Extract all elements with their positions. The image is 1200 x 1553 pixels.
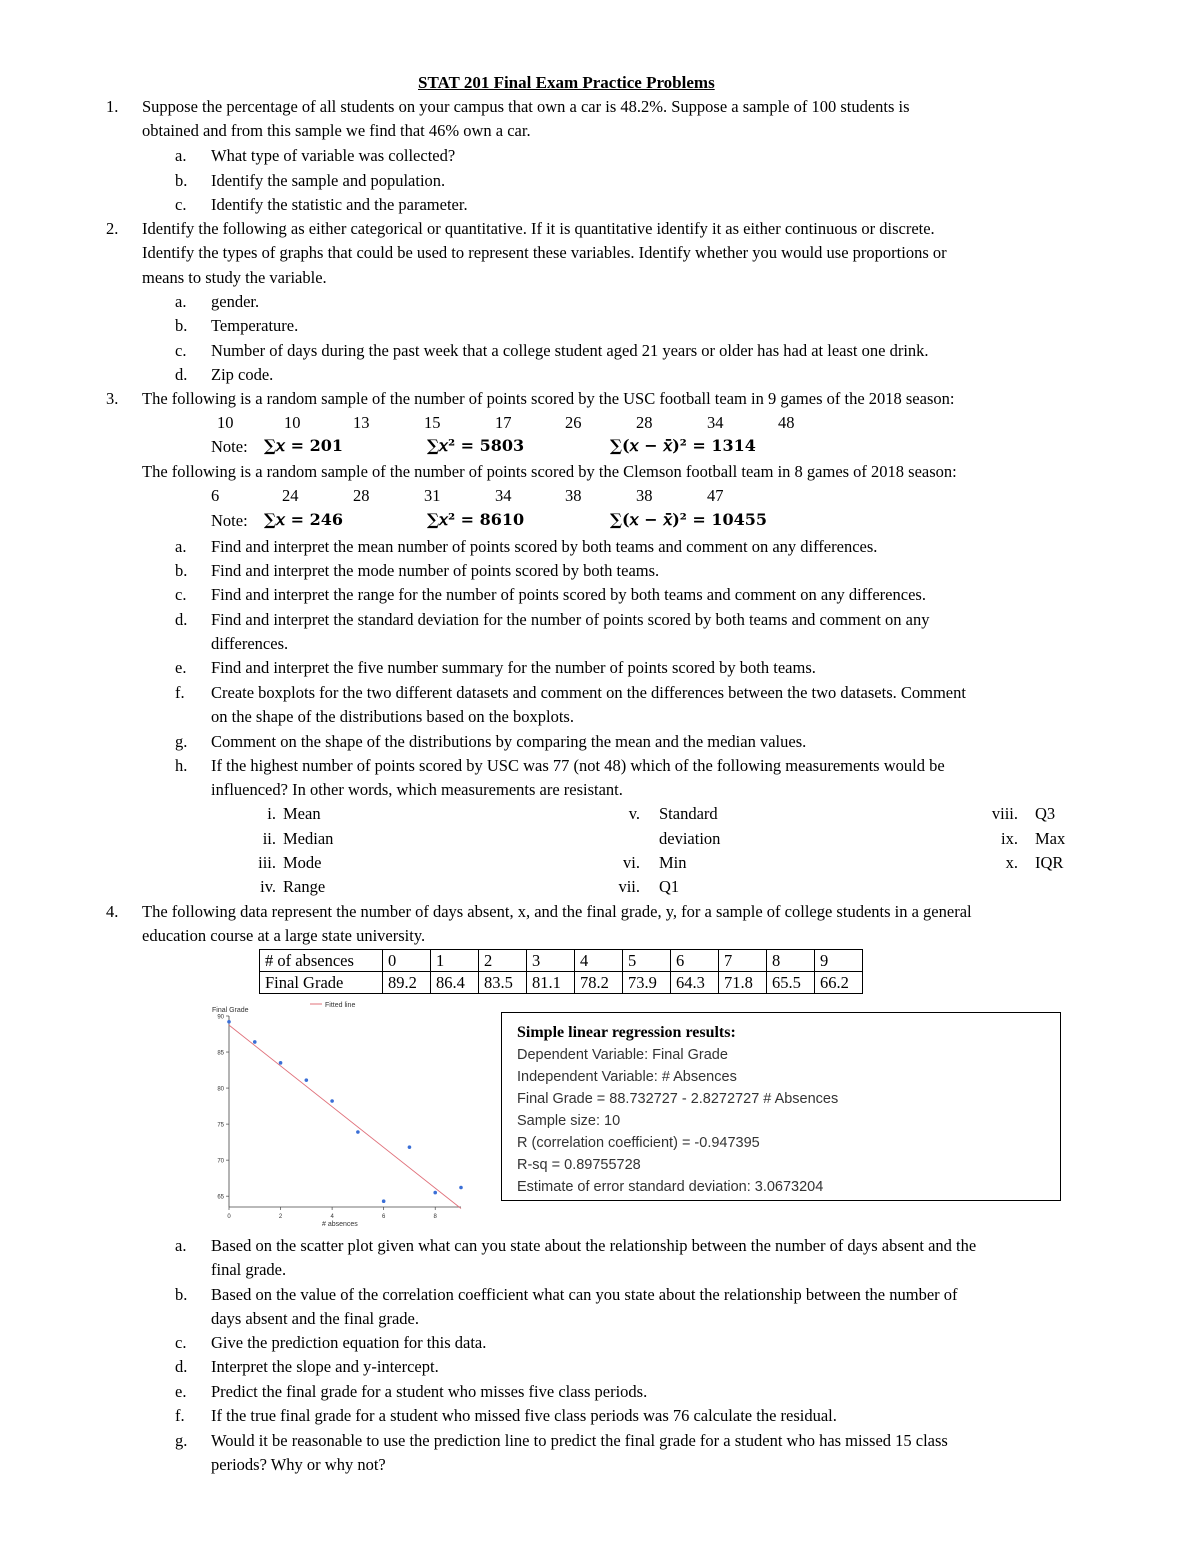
sum-squares-formula: ∑𝑥² = 5803 (427, 436, 525, 455)
item-text: Find and interpret the standard deviation for the number of points scored by both teams and comment on any (211, 610, 930, 629)
table-cell: 2 (479, 950, 527, 972)
question-text: The following data represent the number of days absent, x, and the final grade, y, for a sample of college students in a general (142, 902, 972, 921)
data-value: 17 (495, 413, 512, 432)
data-point (279, 1061, 283, 1065)
data-value: 47 (707, 486, 724, 505)
item-text: If the highest number of points scored by USC was 77 (not 48) which of the following measurements would be (211, 756, 945, 775)
data-value: 48 (778, 413, 795, 432)
data-point (227, 1020, 231, 1024)
subitem-text: Q3 (1035, 804, 1056, 823)
item-marker: b. (175, 561, 188, 580)
sum-of-squares-deviation: ∑(𝑥 − 𝑥̄)² = 1314 (610, 436, 756, 455)
item-marker: d. (175, 365, 188, 384)
x-tick-label: 8 (433, 1214, 437, 1220)
item-text: Predict the final grade for a student who misses five class periods. (211, 1382, 648, 1401)
item-marker: f. (175, 1406, 185, 1425)
data-value: 15 (424, 413, 441, 432)
data-value: 28 (353, 486, 370, 505)
x-tick-label: 0 (227, 1214, 231, 1220)
question-text: education course at a large state university. (142, 926, 426, 945)
subitem-text: deviation (659, 829, 721, 848)
subitem-text: Max (1035, 829, 1066, 848)
table-cell: 5 (623, 950, 671, 972)
item-text: Comment on the shape of the distributions by comparing the mean and the median values. (211, 732, 807, 751)
subitem-marker: v. (628, 804, 640, 823)
item-marker: d. (175, 610, 188, 629)
data-point (330, 1099, 334, 1103)
question-text: obtained and from this sample we find that 46% own a car. (142, 121, 531, 140)
question-number: 3. (106, 389, 119, 408)
item-text: Based on the value of the correlation coefficient what can you state about the relationship between the number of (211, 1285, 958, 1304)
item-marker: g. (175, 732, 188, 751)
question-number: 4. (106, 902, 119, 921)
item-text: periods? Why or why not? (211, 1455, 386, 1474)
item-text: Identify the sample and population. (211, 171, 446, 190)
fitted-line (229, 1025, 461, 1208)
y-tick-label: 75 (217, 1122, 224, 1129)
data-value: 6 (211, 486, 220, 505)
item-text: gender. (211, 292, 260, 311)
table-cell: 86.4 (431, 972, 479, 994)
item-marker: a. (175, 292, 187, 311)
data-value: 26 (565, 413, 582, 432)
subitem-marker: iii. (258, 853, 276, 872)
y-tick-label: 85 (217, 1050, 224, 1057)
item-text: Would it be reasonable to use the prediction line to predict the final grade for a student who has missed 15 class (211, 1431, 948, 1450)
question-text: The following is a random sample of the number of points scored by the USC football team in 9 games of the 2018 season: (142, 389, 955, 408)
table-cell: 71.8 (719, 972, 767, 994)
x-tick-label: 2 (278, 1214, 283, 1220)
data-value: 31 (424, 486, 441, 505)
question-text: Identify the types of graphs that could be used to represent these variables. Identify whether you would use proportions or (142, 243, 947, 262)
data-point (356, 1130, 360, 1134)
regression-line: Estimate of error standard deviation: 3.0673204 (517, 1179, 824, 1195)
table-row (260, 972, 863, 994)
sum-squares-formula: ∑𝑥² = 8610 (427, 510, 525, 529)
regression-results-box (501, 1012, 1061, 1201)
x-tick-label: 4 (330, 1214, 334, 1220)
note-label: Note: (211, 511, 248, 530)
item-text: on the shape of the distributions based on the boxplots. (211, 707, 574, 726)
table-cell: 65.5 (767, 972, 815, 994)
plot-area (217, 1015, 462, 1221)
sum-formula: ∑𝑥 = 246 (264, 510, 344, 529)
subitem-text: IQR (1035, 853, 1064, 872)
subitem-marker: vii. (618, 877, 640, 896)
table-cell: 1 (431, 950, 479, 972)
regression-line: R (correlation coefficient) = -0.947395 (517, 1135, 760, 1151)
y-tick-label: 70 (217, 1158, 224, 1165)
y-tick-label: 80 (217, 1086, 224, 1093)
page-title: STAT 201 Final Exam Practice Problems (418, 73, 715, 92)
regression-title: Simple linear regression results: (517, 1024, 736, 1041)
x-axis-label: # absences (322, 1221, 358, 1228)
question-text: means to study the variable. (142, 268, 327, 287)
item-marker: c. (175, 585, 187, 604)
regression-line: Sample size: 10 (517, 1113, 621, 1129)
subitem-marker: iv. (260, 877, 276, 896)
data-value: 28 (636, 413, 653, 432)
subitem-marker: viii. (991, 804, 1018, 823)
row-header: # of absences (260, 950, 383, 972)
table-cell: 73.9 (623, 972, 671, 994)
table-cell: 7 (719, 950, 767, 972)
y-tick-label: 65 (217, 1194, 224, 1201)
data-value: 38 (636, 486, 653, 505)
data-value: 34 (495, 486, 512, 505)
question-number: 1. (106, 97, 119, 116)
y-tick-label: 90 (217, 1014, 224, 1021)
table-cell: 9 (815, 950, 863, 972)
scatter-plot (200, 1000, 470, 1230)
sum-of-squares-deviation: ∑(𝑥 − 𝑥̄)² = 10455 (610, 510, 767, 529)
subitem-text: Median (283, 829, 334, 848)
item-marker: c. (175, 1333, 187, 1352)
table-cell: 3 (527, 950, 575, 972)
regression-line: Independent Variable: # Absences (517, 1069, 737, 1085)
row-header: Final Grade (260, 972, 383, 994)
data-point (305, 1078, 309, 1082)
item-text: Temperature. (211, 316, 299, 335)
regression-line: Dependent Variable: Final Grade (517, 1047, 728, 1063)
table-cell: 6 (671, 950, 719, 972)
table-cell: 8 (767, 950, 815, 972)
table-cell: 89.2 (383, 972, 431, 994)
table-row (260, 950, 863, 972)
data-value: 10 (284, 413, 301, 432)
item-text: Create boxplots for the two different datasets and comment on the differences between the two datasets. Comment (211, 683, 966, 702)
item-marker: a. (175, 1236, 187, 1255)
item-text: days absent and the final grade. (211, 1309, 420, 1328)
subitem-text: Standard (659, 804, 718, 823)
y-axis-label: Final Grade (212, 1007, 249, 1014)
data-point (433, 1191, 437, 1195)
data-value: 13 (353, 413, 370, 432)
subitem-text: Q1 (659, 877, 680, 896)
item-marker: a. (175, 537, 187, 556)
data-point (408, 1145, 412, 1149)
item-marker: e. (175, 658, 187, 677)
question-text: Identify the following as either categorical or quantitative. If it is quantitative identify it as either continuous or discrete. (142, 219, 935, 238)
item-marker: b. (175, 1285, 188, 1304)
table-cell: 83.5 (479, 972, 527, 994)
regression-line: Final Grade = 88.732727 - 2.8272727 # Absences (517, 1091, 839, 1107)
item-text: What type of variable was collected? (211, 146, 456, 165)
item-text: Interpret the slope and y-intercept. (211, 1357, 439, 1376)
item-text: Find and interpret the mode number of points scored by both teams. (211, 561, 660, 580)
item-marker: b. (175, 316, 188, 335)
subitem-marker: vi. (623, 853, 640, 872)
item-marker: a. (175, 146, 187, 165)
item-text: influenced? In other words, which measurements are resistant. (211, 780, 623, 799)
item-marker: e. (175, 1382, 187, 1401)
item-text: Identify the statistic and the parameter. (211, 195, 468, 214)
data-point (253, 1040, 257, 1044)
subitem-text: Range (283, 877, 326, 896)
item-marker: c. (175, 195, 187, 214)
subitem-text: Mean (283, 804, 321, 823)
item-text: Find and interpret the range for the number of points scored by both teams and comment on any differences. (211, 585, 926, 604)
table-cell: 0 (383, 950, 431, 972)
note-label: Note: (211, 437, 248, 456)
item-text: differences. (211, 634, 289, 653)
legend-label: Fitted line (325, 1002, 356, 1009)
data-value: 38 (565, 486, 582, 505)
item-text: Find and interpret the five number summary for the number of points scored by both teams. (211, 658, 816, 677)
data-table (259, 949, 863, 994)
item-marker: f. (175, 683, 185, 702)
subitem-marker: ix. (1001, 829, 1018, 848)
subitem-marker: x. (1005, 853, 1018, 872)
item-text: Based on the scatter plot given what can you state about the relationship between the number of days absent and the (211, 1236, 977, 1255)
question-number: 2. (106, 219, 119, 238)
question-text: Suppose the percentage of all students on your campus that own a car is 48.2%. Suppose a sample of 100 students is (142, 97, 910, 116)
subitem-marker: i. (267, 804, 276, 823)
question-text: The following is a random sample of the number of points scored by the Clemson football team in 8 games of 2018 season: (142, 462, 957, 481)
subitem-marker: ii. (262, 829, 276, 848)
data-point (382, 1199, 386, 1203)
item-marker: b. (175, 171, 188, 190)
table-cell: 78.2 (575, 972, 623, 994)
data-value: 34 (707, 413, 724, 432)
x-tick-label: 6 (381, 1214, 386, 1220)
table-cell: 64.3 (671, 972, 719, 994)
regression-line: R-sq = 0.89755728 (517, 1157, 641, 1173)
table-cell: 81.1 (527, 972, 575, 994)
item-marker: h. (175, 756, 188, 775)
subitem-text: Mode (283, 853, 322, 872)
item-text: Zip code. (211, 365, 274, 384)
data-value: 24 (282, 486, 299, 505)
data-point (459, 1186, 463, 1190)
sum-formula: ∑𝑥 = 201 (264, 436, 344, 455)
item-text: Give the prediction equation for this data. (211, 1333, 487, 1352)
table-cell: 66.2 (815, 972, 863, 994)
item-text: If the true final grade for a student who missed five class periods was 76 calculate the residual. (211, 1406, 837, 1425)
subitem-text: Min (659, 853, 687, 872)
table-cell: 4 (575, 950, 623, 972)
item-text: final grade. (211, 1260, 287, 1279)
item-marker: c. (175, 341, 187, 360)
item-marker: d. (175, 1357, 188, 1376)
item-text: Number of days during the past week that a college student aged 21 years or older has had at least one drink. (211, 341, 929, 360)
item-text: Find and interpret the mean number of points scored by both teams and comment on any differences. (211, 537, 878, 556)
item-marker: g. (175, 1431, 188, 1450)
data-value: 10 (217, 413, 234, 432)
